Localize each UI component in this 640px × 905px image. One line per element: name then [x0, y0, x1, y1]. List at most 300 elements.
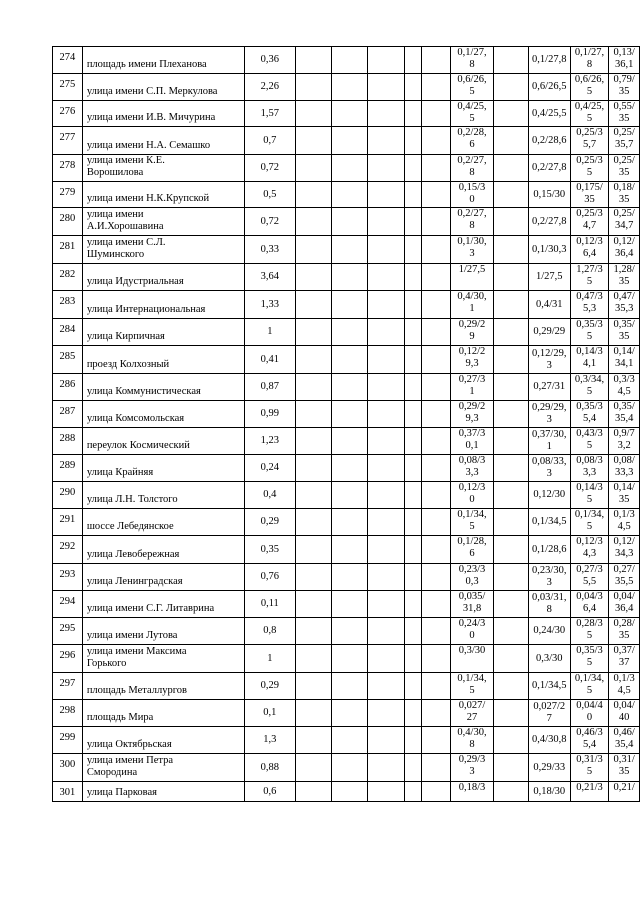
empty-cell [295, 673, 331, 700]
empty-cell [331, 591, 367, 618]
value-cell-2: 0,08/33, 3 [528, 455, 570, 482]
value-cell-3: 0,1/34, 5 [570, 673, 609, 700]
value-cell-1: 0,15/3 0 [450, 182, 494, 208]
row-number-cell: 276 [53, 101, 83, 127]
value-cell-2: 0,1/34,5 [528, 509, 570, 536]
empty-cell [295, 509, 331, 536]
empty-cell [494, 47, 528, 74]
empty-cell [367, 455, 404, 482]
value-cell-4: 0,28/ 35 [609, 618, 640, 645]
street-name-cell: улица Комсомольская [82, 401, 244, 428]
empty-cell [331, 700, 367, 727]
value-cell-4: 0,46/ 35,4 [609, 727, 640, 754]
value-cell-2: 0,29/33 [528, 754, 570, 782]
empty-cell [367, 208, 404, 236]
empty-cell [494, 482, 528, 509]
value-cell-3: 0,25/3 5 [570, 155, 609, 182]
value-cell-4: 0,47/ 35,3 [609, 291, 640, 319]
value-cell-3: 1,27/3 5 [570, 264, 609, 291]
value-cell-4: 0,14/ 35 [609, 482, 640, 509]
row-number-cell: 283 [53, 291, 83, 319]
row-number-cell: 286 [53, 374, 83, 401]
value-cell-1: 0,2/27, 8 [450, 208, 494, 236]
table-row [53, 401, 640, 428]
row-number-cell: 292 [53, 536, 83, 564]
street-name-cell: переулок Космический [82, 428, 244, 455]
value-cell-4: 0,12/ 34,3 [609, 536, 640, 564]
value-cell-4: 0,1/3 4,5 [609, 673, 640, 700]
empty-cell [367, 236, 404, 264]
value-cell-4: 0,79/ 35 [609, 74, 640, 101]
value-cell-4: 0,12/ 36,4 [609, 236, 640, 264]
street-name-cell: улица Октябрьская [82, 727, 244, 754]
empty-cell [367, 564, 404, 591]
value-cell-3: 0,28/3 5 [570, 618, 609, 645]
street-name-cell: улица Л.Н. Толстого [82, 482, 244, 509]
row-number-cell: 282 [53, 264, 83, 291]
empty-cell [422, 47, 450, 74]
length-cell: 0,72 [244, 155, 295, 182]
value-cell-1: 0,29/2 9 [450, 319, 494, 346]
empty-cell [422, 564, 450, 591]
value-cell-3: 0,25/3 4,7 [570, 208, 609, 236]
street-name-cell: шоссе Лебедянское [82, 509, 244, 536]
value-cell-1: 0,2/28, 6 [450, 127, 494, 155]
length-cell: 2,26 [244, 74, 295, 101]
value-cell-3: 0,1/27, 8 [570, 47, 609, 74]
length-cell: 1,3 [244, 727, 295, 754]
empty-cell [422, 536, 450, 564]
empty-cell [331, 101, 367, 127]
empty-cell [331, 208, 367, 236]
value-cell-1: 0,1/34, 5 [450, 673, 494, 700]
empty-cell [422, 74, 450, 101]
value-cell-4: 0,55/ 35 [609, 101, 640, 127]
empty-cell [367, 618, 404, 645]
value-cell-3: 0,14/3 5 [570, 482, 609, 509]
value-cell-2: 0,18/30 [528, 782, 570, 802]
empty-cell [494, 127, 528, 155]
row-number-cell: 293 [53, 564, 83, 591]
empty-cell [404, 482, 421, 509]
street-name-cell: улица имени С.Л. Шуминского [82, 236, 244, 264]
empty-cell [295, 564, 331, 591]
empty-cell [422, 319, 450, 346]
table-row [53, 182, 640, 208]
value-cell-4: 0,25/ 35,7 [609, 127, 640, 155]
row-number-cell: 285 [53, 346, 83, 374]
value-cell-1: 0,12/2 9,3 [450, 346, 494, 374]
table-row [53, 455, 640, 482]
empty-cell [367, 536, 404, 564]
table-body [53, 47, 640, 802]
empty-cell [494, 291, 528, 319]
street-name-cell: площадь имени Плеханова [82, 47, 244, 74]
street-name-cell: улица имени Лутова [82, 618, 244, 645]
value-cell-4: 0,25/ 35 [609, 155, 640, 182]
value-cell-2: 0,37/30, 1 [528, 428, 570, 455]
table-row [53, 782, 640, 802]
row-number-cell: 281 [53, 236, 83, 264]
value-cell-2: 0,4/31 [528, 291, 570, 319]
length-cell: 0,72 [244, 208, 295, 236]
value-cell-4: 0,21/ [609, 782, 640, 802]
street-name-cell: площадь Металлургов [82, 673, 244, 700]
length-cell: 0,6 [244, 782, 295, 802]
value-cell-1: 0,24/3 0 [450, 618, 494, 645]
empty-cell [422, 401, 450, 428]
empty-cell [367, 401, 404, 428]
empty-cell [422, 208, 450, 236]
value-cell-2: 1/27,5 [528, 264, 570, 291]
table-row [53, 47, 640, 74]
table-row [53, 319, 640, 346]
row-number-cell: 278 [53, 155, 83, 182]
empty-cell [404, 291, 421, 319]
data-table [52, 46, 640, 802]
empty-cell [367, 127, 404, 155]
empty-cell [295, 101, 331, 127]
value-cell-2: 0,027/2 7 [528, 700, 570, 727]
value-cell-4: 0,27/ 35,5 [609, 564, 640, 591]
value-cell-4: 0,35/ 35 [609, 319, 640, 346]
empty-cell [295, 782, 331, 802]
length-cell: 0,33 [244, 236, 295, 264]
value-cell-1: 0,29/3 3 [450, 754, 494, 782]
value-cell-1: 0,1/27, 8 [450, 47, 494, 74]
empty-cell [331, 727, 367, 754]
value-cell-4: 0,14/ 34,1 [609, 346, 640, 374]
empty-cell [295, 346, 331, 374]
empty-cell [367, 374, 404, 401]
empty-cell [295, 374, 331, 401]
row-number-cell: 288 [53, 428, 83, 455]
table-row [53, 618, 640, 645]
street-name-cell: площадь Мира [82, 700, 244, 727]
empty-cell [494, 618, 528, 645]
empty-cell [331, 291, 367, 319]
length-cell: 1,23 [244, 428, 295, 455]
length-cell: 0,4 [244, 482, 295, 509]
empty-cell [331, 564, 367, 591]
length-cell: 1,33 [244, 291, 295, 319]
empty-cell [404, 374, 421, 401]
empty-cell [367, 700, 404, 727]
value-cell-3: 0,35/3 5,4 [570, 401, 609, 428]
length-cell: 0,35 [244, 536, 295, 564]
street-name-cell: улица имени С.Г. Литаврина [82, 591, 244, 618]
empty-cell [494, 155, 528, 182]
length-cell: 0,41 [244, 346, 295, 374]
empty-cell [367, 428, 404, 455]
value-cell-4: 0,37/ 37 [609, 645, 640, 673]
empty-cell [494, 374, 528, 401]
row-number-cell: 295 [53, 618, 83, 645]
table-row [53, 264, 640, 291]
value-cell-2: 0,15/30 [528, 182, 570, 208]
empty-cell [404, 782, 421, 802]
table-row [53, 700, 640, 727]
empty-cell [331, 482, 367, 509]
empty-cell [494, 509, 528, 536]
length-cell: 0,36 [244, 47, 295, 74]
empty-cell [295, 319, 331, 346]
empty-cell [367, 264, 404, 291]
empty-cell [422, 509, 450, 536]
value-cell-4: 0,04/ 36,4 [609, 591, 640, 618]
empty-cell [422, 101, 450, 127]
value-cell-4: 0,04/ 40 [609, 700, 640, 727]
empty-cell [494, 591, 528, 618]
empty-cell [422, 754, 450, 782]
value-cell-3: 0,12/3 4,3 [570, 536, 609, 564]
empty-cell [404, 401, 421, 428]
value-cell-2: 0,23/30, 3 [528, 564, 570, 591]
length-cell: 0,24 [244, 455, 295, 482]
table-row [53, 645, 640, 673]
empty-cell [422, 645, 450, 673]
value-cell-1: 0,035/ 31,8 [450, 591, 494, 618]
table-row [53, 727, 640, 754]
value-cell-2: 0,1/27,8 [528, 47, 570, 74]
value-cell-1: 0,4/25, 5 [450, 101, 494, 127]
value-cell-1: 0,6/26, 5 [450, 74, 494, 101]
empty-cell [422, 591, 450, 618]
empty-cell [295, 618, 331, 645]
empty-cell [494, 700, 528, 727]
table-row [53, 591, 640, 618]
value-cell-2: 0,2/27,8 [528, 155, 570, 182]
value-cell-4: 0,13/ 36,1 [609, 47, 640, 74]
street-name-cell: проезд Колхозный [82, 346, 244, 374]
value-cell-2: 0,4/25,5 [528, 101, 570, 127]
row-number-cell: 290 [53, 482, 83, 509]
value-cell-3: 0,08/3 3,3 [570, 455, 609, 482]
value-cell-3: 0,04/4 0 [570, 700, 609, 727]
empty-cell [331, 264, 367, 291]
empty-cell [295, 401, 331, 428]
table-row [53, 101, 640, 127]
empty-cell [422, 182, 450, 208]
value-cell-2: 0,3/30 [528, 645, 570, 673]
empty-cell [331, 155, 367, 182]
row-number-cell: 301 [53, 782, 83, 802]
value-cell-1: 0,37/3 0,1 [450, 428, 494, 455]
empty-cell [404, 346, 421, 374]
empty-cell [494, 754, 528, 782]
value-cell-1: 0,4/30, 8 [450, 727, 494, 754]
value-cell-2: 0,27/31 [528, 374, 570, 401]
empty-cell [422, 782, 450, 802]
empty-cell [404, 127, 421, 155]
empty-cell [422, 264, 450, 291]
value-cell-3: 0,4/25, 5 [570, 101, 609, 127]
empty-cell [331, 47, 367, 74]
empty-cell [331, 754, 367, 782]
empty-cell [331, 319, 367, 346]
empty-cell [422, 346, 450, 374]
street-name-cell: улица Идустриальная [82, 264, 244, 291]
value-cell-4: 0,35/ 35,4 [609, 401, 640, 428]
street-name-cell: улица Кирпичная [82, 319, 244, 346]
value-cell-3: 0,43/3 5 [570, 428, 609, 455]
empty-cell [331, 401, 367, 428]
empty-cell [331, 182, 367, 208]
empty-cell [295, 727, 331, 754]
value-cell-3: 0,21/3 [570, 782, 609, 802]
row-number-cell: 297 [53, 673, 83, 700]
empty-cell [422, 727, 450, 754]
empty-cell [404, 700, 421, 727]
empty-cell [367, 782, 404, 802]
empty-cell [331, 509, 367, 536]
empty-cell [295, 47, 331, 74]
table-row [53, 536, 640, 564]
empty-cell [404, 319, 421, 346]
value-cell-1: 0,29/2 9,3 [450, 401, 494, 428]
length-cell: 1 [244, 645, 295, 673]
length-cell: 0,11 [244, 591, 295, 618]
value-cell-1: 0,1/30, 3 [450, 236, 494, 264]
value-cell-4: 1,28/ 35 [609, 264, 640, 291]
empty-cell [295, 754, 331, 782]
empty-cell [367, 482, 404, 509]
value-cell-1: 0,2/27, 8 [450, 155, 494, 182]
empty-cell [422, 291, 450, 319]
street-name-cell: улица имени Петра Смородина [82, 754, 244, 782]
empty-cell [367, 727, 404, 754]
empty-cell [331, 673, 367, 700]
value-cell-3: 0,35/3 5 [570, 645, 609, 673]
table-row [53, 346, 640, 374]
value-cell-2: 0,12/29, 3 [528, 346, 570, 374]
value-cell-1: 0,027/ 27 [450, 700, 494, 727]
empty-cell [331, 536, 367, 564]
table-row [53, 291, 640, 319]
empty-cell [494, 645, 528, 673]
empty-cell [367, 509, 404, 536]
value-cell-3: 0,14/3 4,1 [570, 346, 609, 374]
empty-cell [295, 482, 331, 509]
street-name-cell: улица имени Максима Горького [82, 645, 244, 673]
empty-cell [295, 208, 331, 236]
value-cell-3: 0,1/34, 5 [570, 509, 609, 536]
value-cell-2: 0,1/30,3 [528, 236, 570, 264]
value-cell-2: 0,1/34,5 [528, 673, 570, 700]
length-cell: 0,1 [244, 700, 295, 727]
value-cell-3: 0,27/3 5,5 [570, 564, 609, 591]
street-name-cell: улица Интернациональная [82, 291, 244, 319]
value-cell-3: 0,47/3 5,3 [570, 291, 609, 319]
empty-cell [404, 101, 421, 127]
table-row [53, 509, 640, 536]
value-cell-2: 0,1/28,6 [528, 536, 570, 564]
empty-cell [404, 47, 421, 74]
empty-cell [494, 208, 528, 236]
value-cell-1: 0,12/3 0 [450, 482, 494, 509]
value-cell-4: 0,18/ 35 [609, 182, 640, 208]
length-cell: 1 [244, 319, 295, 346]
length-cell: 0,88 [244, 754, 295, 782]
empty-cell [494, 182, 528, 208]
value-cell-2: 0,2/27,8 [528, 208, 570, 236]
empty-cell [422, 127, 450, 155]
value-cell-1: 0,3/30 [450, 645, 494, 673]
empty-cell [494, 782, 528, 802]
table-row [53, 127, 640, 155]
row-number-cell: 287 [53, 401, 83, 428]
row-number-cell: 284 [53, 319, 83, 346]
empty-cell [404, 536, 421, 564]
table-row [53, 564, 640, 591]
row-number-cell: 296 [53, 645, 83, 673]
value-cell-4: 0,25/ 34,7 [609, 208, 640, 236]
table-row [53, 155, 640, 182]
empty-cell [331, 782, 367, 802]
empty-cell [404, 455, 421, 482]
length-cell: 0,8 [244, 618, 295, 645]
empty-cell [367, 101, 404, 127]
empty-cell [367, 319, 404, 346]
value-cell-3: 0,175/ 35 [570, 182, 609, 208]
value-cell-1: 0,23/3 0,3 [450, 564, 494, 591]
value-cell-2: 0,12/30 [528, 482, 570, 509]
street-name-cell: улица имени С.П. Меркулова [82, 74, 244, 101]
length-cell: 3,64 [244, 264, 295, 291]
empty-cell [331, 236, 367, 264]
empty-cell [367, 155, 404, 182]
empty-cell [404, 182, 421, 208]
empty-cell [422, 455, 450, 482]
empty-cell [404, 236, 421, 264]
empty-cell [404, 673, 421, 700]
value-cell-3: 0,04/3 6,4 [570, 591, 609, 618]
length-cell: 0,5 [244, 182, 295, 208]
value-cell-4: 0,9/7 3,2 [609, 428, 640, 455]
value-cell-3: 0,12/3 6,4 [570, 236, 609, 264]
value-cell-3: 0,3/34, 5 [570, 374, 609, 401]
street-name-cell: улица имени А.И.Хорошавина [82, 208, 244, 236]
value-cell-1: 0,4/30, 1 [450, 291, 494, 319]
value-cell-1: 0,1/28, 6 [450, 536, 494, 564]
street-name-cell: улица Парковая [82, 782, 244, 802]
empty-cell [404, 618, 421, 645]
value-cell-2: 0,6/26,5 [528, 74, 570, 101]
empty-cell [494, 455, 528, 482]
street-name-cell: улица имени Н.К.Крупской [82, 182, 244, 208]
table-row [53, 236, 640, 264]
empty-cell [295, 700, 331, 727]
empty-cell [494, 401, 528, 428]
row-number-cell: 294 [53, 591, 83, 618]
value-cell-3: 0,46/3 5,4 [570, 727, 609, 754]
row-number-cell: 279 [53, 182, 83, 208]
empty-cell [494, 727, 528, 754]
empty-cell [295, 74, 331, 101]
length-cell: 0,7 [244, 127, 295, 155]
length-cell: 1,57 [244, 101, 295, 127]
value-cell-1: 0,27/3 1 [450, 374, 494, 401]
row-number-cell: 277 [53, 127, 83, 155]
empty-cell [404, 727, 421, 754]
empty-cell [331, 618, 367, 645]
street-name-cell: улица Коммунистическая [82, 374, 244, 401]
value-cell-2: 0,24/30 [528, 618, 570, 645]
table-row [53, 74, 640, 101]
empty-cell [494, 264, 528, 291]
empty-cell [422, 155, 450, 182]
value-cell-4: 0,3/3 4,5 [609, 374, 640, 401]
